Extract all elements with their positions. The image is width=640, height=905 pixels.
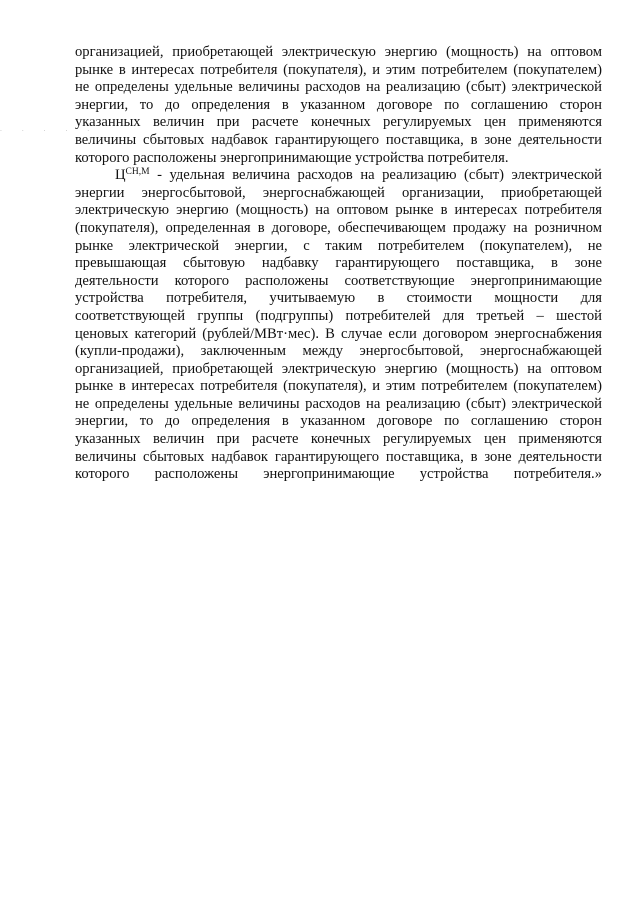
paragraph-1-line: указанных величин при расчете конечных регулируемых цен применяются xyxy=(75,114,602,131)
paragraph-2-line: энергии, то до определения в указанном договоре по соглашению сторон xyxy=(75,413,602,430)
paragraph-2-line: (купли-продажи), заключенным между энергосбытовой, энергоснабжающей xyxy=(75,343,602,360)
paragraph-2-line: (покупателя), определенная в договоре, обеспечивающем продажу на розничном xyxy=(75,219,602,236)
price-symbol-superscript: СН,М xyxy=(125,167,150,178)
paragraph-1 xyxy=(75,44,602,167)
paragraph-2-line: указанных величин при расчете конечных регулируемых цен применяются xyxy=(75,431,602,448)
paragraph-1-line: не определены удельные величины расходов на реализацию (сбыт) электрической xyxy=(75,79,602,96)
paragraph-1-line: энергии, то до определения в указанном договоре по соглашению сторон xyxy=(75,96,602,113)
paragraph-1-line: организацией, приобретающей электрическую энергию (мощность) на оптовом xyxy=(75,44,602,60)
paragraph-2-line: рынке в интересах потребителя (покупателя), и этим потребителем (покупателем) xyxy=(75,378,602,395)
paragraph-1-line: величины сбытовых надбавок гарантирующего поставщика, в зоне деятельности xyxy=(75,131,602,148)
scan-specks: · · · · · xyxy=(0,128,99,135)
paragraph-2-line: электрическую энергию (мощность) на оптовом рынке в интересах потребителя xyxy=(75,202,602,219)
paragraph-2-line: не определены удельные величины расходов на реализацию (сбыт) электрической xyxy=(75,395,602,412)
paragraph-2-line: ценовых категорий (рублей/МВт·мес). В случае если договором энергоснабжения xyxy=(75,325,602,342)
paragraph-2 xyxy=(75,167,602,484)
price-symbol-base: Ц xyxy=(115,167,126,184)
paragraph-2-line: - удельная величина расходов на реализацию (сбыт) электрической xyxy=(149,167,602,184)
paragraph-2-line: рынке электрической энергии, с таким потребителем (покупателем), не xyxy=(75,237,602,254)
paragraph-2-line: устройства потребителя, учитываемую в стоимости мощности для xyxy=(75,290,602,307)
paragraph-2-line: энергии энергосбытовой, энергоснабжающей организации, приобретающей xyxy=(75,184,602,201)
paragraph-1-line: которого расположены энергопринимающие устройства потребителя. xyxy=(75,149,509,166)
paragraph-2-first-line xyxy=(75,167,602,185)
paragraph-2-line: которого расположены энергопринимающие устройства потребителя.» xyxy=(75,466,602,483)
paragraph-2-line: организацией, приобретающей электрическую энергию (мощность) на оптовом xyxy=(75,360,602,377)
price-symbol xyxy=(115,167,150,183)
paragraph-2-line: превышающая сбытовую надбавку гарантирующего поставщика, в зоне xyxy=(75,255,602,272)
paragraph-2-line: величины сбытовых надбавок гарантирующего поставщика, в зоне деятельности xyxy=(75,448,602,465)
paragraph-2-line: деятельности которого расположены соответствующие энергопринимающие xyxy=(75,272,602,289)
paragraph-1-line: рынке в интересах потребителя (покупателя), и этим потребителем (покупателем) xyxy=(75,61,602,78)
document-body xyxy=(75,44,602,484)
paragraph-2-line: соответствующей группы (подгруппы) потребителей для третьей – шестой xyxy=(75,307,602,324)
